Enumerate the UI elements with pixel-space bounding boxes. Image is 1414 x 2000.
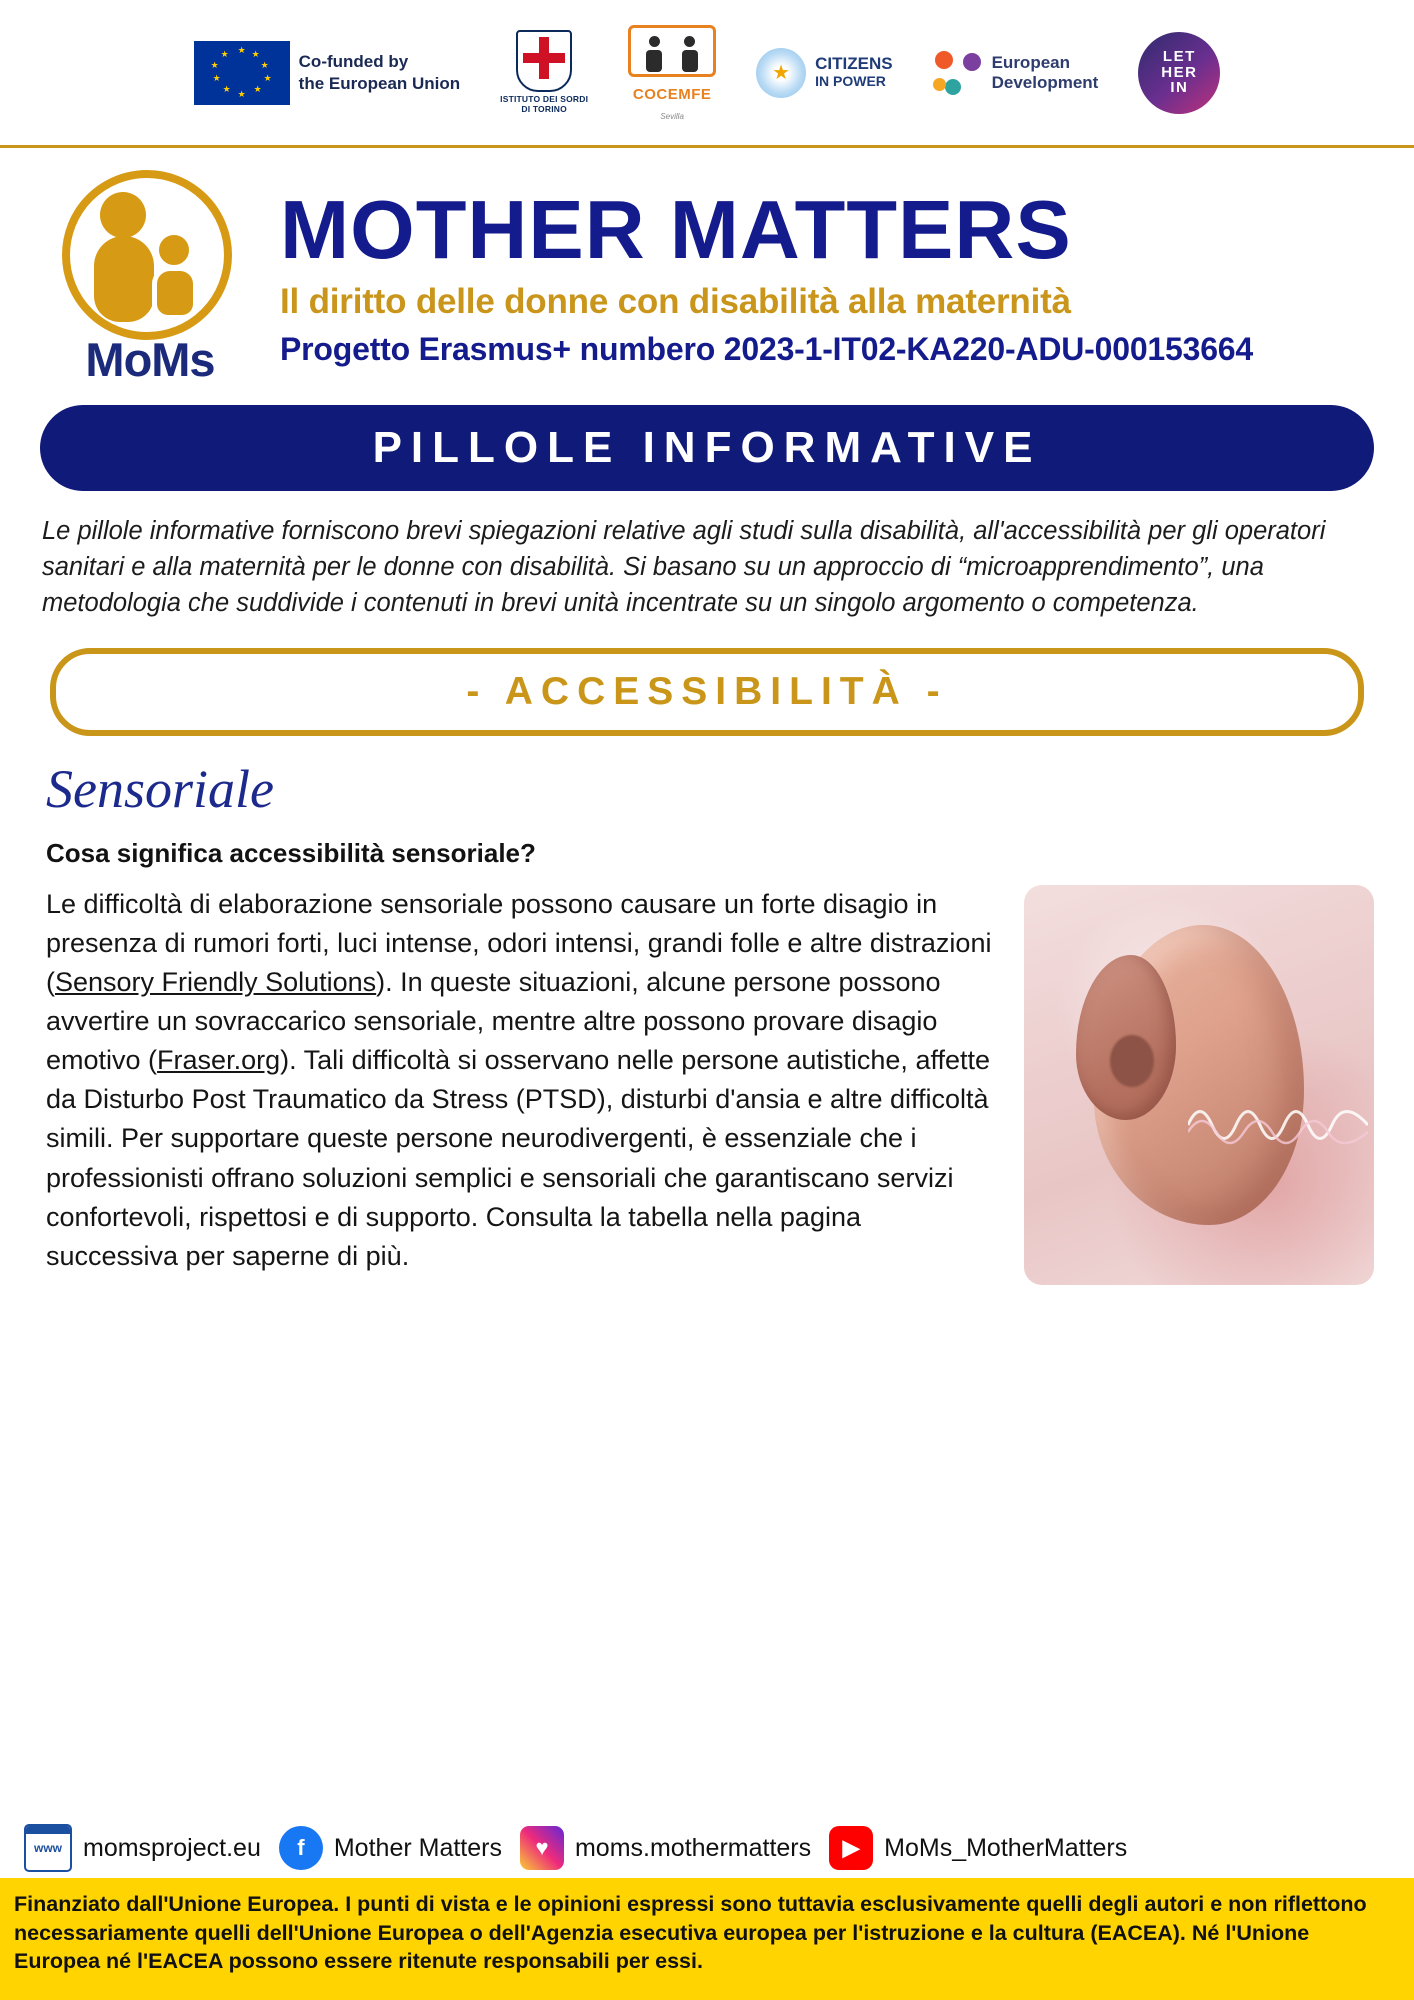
logo-letherin [1138, 32, 1220, 114]
citizens-star-icon [756, 48, 806, 98]
social-instagram[interactable] [520, 1826, 811, 1870]
pillole-informative-banner [40, 405, 1374, 491]
intro-paragraph: Le pillole informative forniscono brevi spiegazioni relative agli studi sulla disabilità, all'accessibilità per gli operatori sanitari e alla maternità per le donne con disabilità. Si basano su un approccio di “microapprendimento”, una metodologia che suddivide i contenuti in brevi unità incentrate su un singolo argomento o competenza. [42, 517, 1326, 618]
instagram-icon: ♥ [520, 1826, 564, 1870]
eu-logo-line2: the European Union [298, 73, 461, 93]
partner-logo-bar [0, 0, 1414, 148]
page-title: MOTHER MATTERS [280, 182, 1072, 276]
istituto-line2: DI TORINO [521, 104, 567, 114]
development-line1: European [991, 52, 1070, 72]
facebook-icon: f [279, 1826, 323, 1870]
development-dots-icon [933, 49, 983, 97]
social-website-label: momsproject.eu [83, 1833, 261, 1862]
citizens-line1: CITIZENS [815, 54, 893, 74]
development-logo-text [992, 53, 1099, 92]
social-youtube-label: MoMs_MotherMatters [884, 1833, 1128, 1862]
savoy-cross-icon [516, 30, 572, 92]
cocemfe-people-icon [628, 25, 716, 77]
accessibilita-banner [50, 648, 1364, 736]
cocemfe-name: COCEMFE [632, 85, 712, 103]
social-facebook[interactable] [279, 1826, 502, 1870]
eu-logo-text [299, 51, 461, 94]
project-reference: Progetto Erasmus+ numbero 2023-1-IT02-KA220-ADU-000153664 [280, 331, 1253, 368]
letherin-circle-icon [1138, 32, 1220, 114]
letherin-line1: LET [1162, 47, 1196, 65]
moms-logo [46, 170, 254, 387]
citizens-line2: IN POWER [815, 73, 886, 90]
istituto-logo-text [500, 95, 588, 115]
logo-european-development [933, 49, 1099, 97]
paragraph-part-3: ). Tali difficoltà si osservano nelle persone autistiche, affette da Disturbo Post Traumatico da Stress (PTSD), disturbi d'ansia e altre difficoltà simili. Per supportare queste persone neurodivergenti, è essenziale che i professionisti offrano soluzioni semplici e sensoriali che garantiscano servizi confortevoli, rispettosi e di supporto. Consulta la tabella nella pagina successiva per saperne di più. [46, 1045, 991, 1271]
cocemfe-sub: Sevilla [660, 111, 684, 121]
social-facebook-label: Mother Matters [333, 1833, 502, 1862]
logo-istituto-dei-sordi [500, 30, 588, 115]
accessibilita-label: - ACCESSIBILITÀ - [466, 669, 948, 713]
section-question: Cosa significa accessibilità sensoriale? [46, 837, 536, 868]
page-subtitle: Il diritto delle donne con disabilità alla maternità [280, 282, 1071, 322]
youtube-icon: ▶ [829, 1826, 873, 1870]
eu-logo-line1: Co-funded by [298, 52, 409, 72]
paragraph-part-2: ). In queste situazioni, alcune persone possono avvertire un sovraccarico sensoriale, mentre altre possono provare disagio emotivo ( [46, 966, 941, 1076]
sound-wave-icon [1188, 1090, 1368, 1160]
development-line2: Development [991, 72, 1099, 92]
logo-cocemfe [628, 25, 716, 121]
website-icon: www [24, 1824, 72, 1872]
logo-citizens-in-power [756, 48, 892, 98]
pillole-informative-label: PILLOLE INFORMATIVE [372, 423, 1042, 472]
document-header [0, 148, 1414, 391]
logo-european-union [194, 41, 461, 105]
citizens-logo-text [815, 55, 892, 89]
letherin-line2: HER [1161, 63, 1198, 81]
section-body [46, 885, 1374, 1285]
section-image-card [1024, 885, 1374, 1285]
eu-flag-icon: ★ ★ ★ ★ ★ ★ ★ ★ ★ ★ [194, 41, 290, 105]
paragraph-part-1: Le difficoltà di elaborazione sensoriale possono causare un forte disagio in presenza di rumori forti, luci intense, odori intensi, grandi folle e altre distrazioni ( [46, 888, 992, 997]
moms-logo-word: MoMs [85, 333, 215, 386]
social-links-bar [0, 1824, 1414, 1872]
social-youtube[interactable] [829, 1826, 1127, 1870]
section-paragraph [46, 885, 996, 1285]
moms-mother-child-icon [56, 170, 244, 340]
social-instagram-label: moms.mothermatters [574, 1833, 812, 1862]
istituto-line1: ISTITUTO DEI SORDI [500, 94, 589, 105]
link-fraser-org[interactable]: Fraser.org [157, 1045, 281, 1076]
ear-illustration [1024, 885, 1374, 1285]
funding-disclaimer: Finanziato dall'Unione Europea. I punti di vista e le opinioni espressi sono tuttavia esclusivamente quelli degli autori e non riflettono necessariamente quelli dell'Unione Europea o dell'Agenzia esecutiva europea per l'istruzione e la cultura (EACEA). Né l'Unione Europea né l'EACEA possono essere ritenute responsabili per essi. [0, 1878, 1414, 2000]
section-title: Sensoriale [46, 758, 274, 819]
social-website[interactable] [24, 1824, 261, 1872]
letherin-line3: IN [1170, 79, 1189, 97]
link-sensory-friendly-solutions[interactable]: Sensory Friendly Solutions [55, 966, 377, 997]
